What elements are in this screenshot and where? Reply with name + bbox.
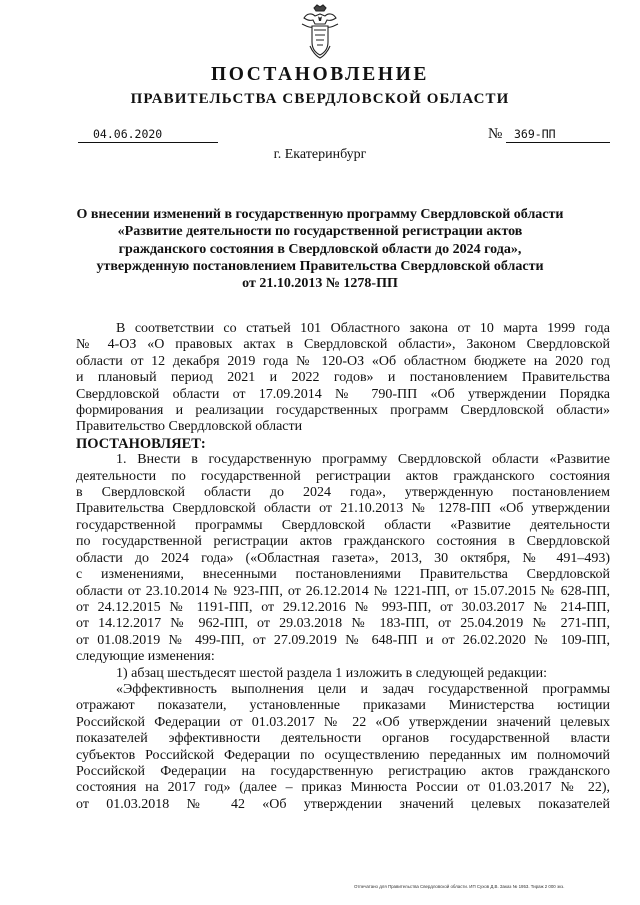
subitem-line: 1) абзац шестьдесят шестой раздела 1 изложить в следующей редакции: [116, 665, 548, 681]
item-line: следующие изменения: [76, 649, 215, 665]
number-label: № [488, 126, 503, 142]
quote-line: Российской Федерации на государственную регистрацию актов гражданского [76, 763, 610, 779]
item-line: деятельности по государственной регистрации актов гражданского состояния [76, 468, 610, 484]
quote-line: показателей эффективности деятельности органов государственной власти [76, 731, 610, 747]
document-type-title: ПОСТАНОВЛЕНИЕ [210, 64, 430, 85]
item-line: с изменениями, внесенными постановлениями Правительства Свердловской [76, 567, 610, 583]
heading-line: утвержденную постановлением Правительства Свердловской области [96, 258, 544, 274]
heading-line: от 21.10.2013 № 1278-ПП [242, 276, 398, 292]
document-heading [60, 206, 580, 292]
issuing-authority: ПРАВИТЕЛЬСТВА СВЕРДЛОВСКОЙ ОБЛАСТИ [130, 91, 510, 107]
preamble-line: Правительство Свердловской области [76, 419, 303, 435]
item-line: области до 2024 года» («Областная газета», 2013, 30 октября, № 491–493) [76, 550, 610, 566]
item-line: 1. Внести в государственную программу Свердловской области «Развитие [116, 452, 610, 468]
print-imprint: Отпечатано для Правительства Свердловской области. ИП Сухов Д.В. Заказ № 1953. Тираж 2 000 экз. [354, 884, 565, 889]
item-line: от 14.12.2017 № 962-ПП, от 29.03.2018 № 183-ПП, от 25.04.2019 № 271-ПП, [76, 616, 610, 632]
preamble-line: № 4-ОЗ «О правовых актах в Свердловской области», Законом Свердловской [76, 337, 610, 353]
document-number: 369-ПП [506, 127, 610, 143]
preamble-line: В соответствии со статьей 101 Областного закона от 10 марта 1999 года [116, 321, 610, 336]
item-line: Правительства Свердловской области от 21.10.2013 № 1278-ПП «Об утверждении [76, 501, 610, 517]
quote-line: состояния на 2017 год» (далее – приказ Минюста России от 01.03.2017 № 22), [76, 780, 610, 796]
preamble-line: и плановый период 2021 и 2022 годов» и постановлением Правительства [76, 370, 610, 386]
preamble-line: формирования и реализации государственных программ Свердловской области» [76, 403, 610, 419]
document-date: 04.06.2020 [78, 127, 218, 143]
item-line: области от 23.10.2014 № 923-ПП, от 26.12.2014 № 1221-ПП, от 15.07.2015 № 628-ПП, [76, 583, 610, 599]
item-line: государственной программы Свердловской области «Развитие деятельности [76, 517, 610, 533]
item-line: в Свердловской области до 2024 года», утвержденную постановлением [76, 485, 610, 501]
heading-line: О внесении изменений в государственную программу Свердловской области [76, 207, 564, 222]
coat-of-arms-icon [300, 4, 340, 60]
quote-line: Российской Федерации от 01.03.2017 № 22 «Об утверждении значений целевых [76, 714, 610, 730]
heading-line: гражданского состояния в Свердловской области до 2024 года», [118, 241, 522, 257]
quote-line: «Эффективность выполнения цели и задач государственной программы [116, 681, 610, 697]
document-body [76, 321, 610, 813]
item-line: по государственной регистрации актов гражданского состояния в Свердловской [76, 534, 610, 550]
preamble-line: Свердловской области от 17.09.2014 № 790-ПП «Об утверждении Порядка [76, 386, 610, 402]
quote-line: от 01.03.2018 № 42 «Об утверждении значений целевых показателей [76, 796, 610, 812]
quote-line: отражают показатели, установленные приказами Министерства юстиции [76, 698, 610, 714]
quote-line: субъектов Российской Федерации по осуществлению переданных им полномочий [76, 747, 610, 763]
preamble-line: области от 12 декабря 2019 года № 120-ОЗ «Об областном бюджете на 2020 год [76, 353, 610, 369]
item-line: от 01.08.2019 № 499-ПП, от 27.09.2019 № 648-ПП и от 26.02.2020 № 109-ПП, [76, 632, 610, 648]
city: г. Екатеринбург [273, 147, 367, 162]
item-line: от 24.12.2015 № 1191-ПП, от 29.12.2016 № 993-ПП, от 30.03.2017 № 214-ПП, [76, 599, 610, 615]
heading-line: «Развитие деятельности по государственной регистрации актов [117, 224, 523, 240]
decree-word: ПОСТАНОВЛЯЕТ: [76, 435, 206, 452]
